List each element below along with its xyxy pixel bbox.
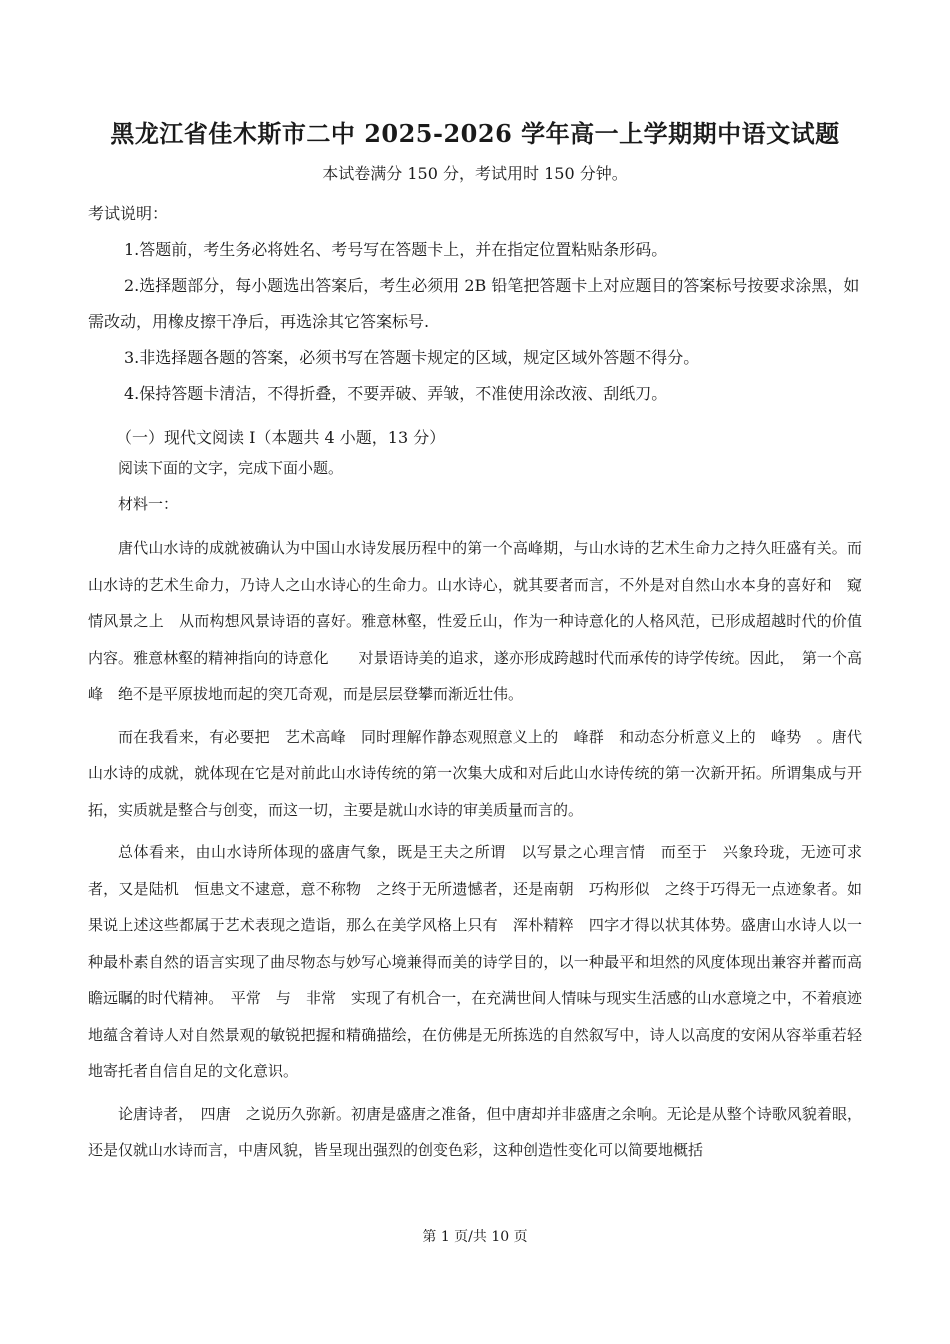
passage-paragraph: 总体看来，由山水诗所体现的盛唐气象，既是王夫之所谓 以写景之心理言情 而至于 兴象玲珑，无迹可求 者，又是陆机 恒患文不逮意，意不称物 之终于无所遗憾者，还是南朝 巧构形似 之终于巧得无一点迹象者。如果说上述这些都属于艺术表现之造诣，那么在美学风格上只有 浑朴精粹 四字才得以状其体势。盛唐山水诗人以一种最朴素自然的语言实现了曲尽物态与妙写心境兼得而美的诗学目的，以一种最平和坦然的风度体现出兼容并蓄而高瞻远瞩的时代精神。 平常 与 非常 实现了有机合一，在充满世间人情味与现实生活感的山水意境之中，不着痕迹地蕴含着诗人对自然景观的敏锐把握和精确描绘，在仿佛是无所拣选的自然叙写中，诗人以高度的安闲从容举重若轻地寄托者自信自足的文化意识。: [88, 843, 878, 1080]
page-number: 第 1 页/共 10 页: [422, 1229, 528, 1245]
instructions: [88, 196, 868, 412]
reading-passage: [88, 530, 878, 1169]
instruction-item: 3.非选择题各题的答案，必须书写在答题卡规定的区域，规定区域外答题不得分。: [124, 348, 700, 367]
passage-paragraph: 论唐诗者， 四唐 之说历久弥新。初唐是盛唐之准备，但中唐却并非盛唐之余响。无论是从整个诗歌风貌着眼，还是仅就山水诗而言，中唐风貌，皆呈现出强烈的创变色彩，这种创造性变化可以简要地概括: [88, 1104, 862, 1159]
section-heading: （一）现代文阅读 I（本题共 4 小题，13 分）: [116, 428, 446, 447]
page-title: 黑龙江省佳木斯市二中 2025-2026 学年高一上学期期中语文试题: [110, 119, 840, 148]
instruction-item: 2.选择题部分，每小题选出答案后，考生必须用 2B 铅笔把答题卡上对应题目的答案标号按要求涂黑，如需改动，用橡皮擦干净后，再选涂其它答案标号.: [88, 276, 860, 331]
instructions-heading: 考试说明：: [88, 204, 169, 223]
instruction-item: 1.答题前，考生务必将姓名、考号写在答题卡上，并在指定位置粘贴条形码。: [124, 240, 668, 259]
material-label: 材料一：: [118, 495, 179, 513]
reading-prompt: 阅读下面的文字，完成下面小题。: [118, 459, 344, 477]
passage-paragraph: 而在我看来，有必要把 艺术高峰 同时理解作静态观照意义上的 峰群 和动态分析意义上的 峰势 。唐代山水诗的成就，就体现在它是对前此山水诗传统的第一次集大成和对后此山水诗传统的第一次新开拓。所谓集成与开拓，实质就是整合与创变，而这一切，主要是就山水诗的审美质量而言的。: [88, 727, 862, 819]
exam-subtitle: 本试卷满分 150 分，考试用时 150 分钟。: [322, 164, 628, 183]
passage-paragraph: 唐代山水诗的成就被确认为中国山水诗发展历程中的第一个高峰期，与山水诗的艺术生命力之持久旺盛有关。而山水诗的艺术生命力，乃诗人之山水诗心的生命力。山水诗心，就其要者而言，不外是对自然山水本身的喜好和 窥情风景之上 从而构想风景诗语的喜好。雅意林壑，性爱丘山，作为一种诗意化的人格风范，已形成超越时代的价值内容。雅意林壑的精神指向的诗意化 对景语诗美的追求，遂亦形成跨越时代而承传的诗学传统。因此， 第一个高峰 绝不是平原拔地而起的突兀奇观，而是层层登攀而渐近壮伟。: [88, 539, 862, 703]
instruction-item: 4.保持答题卡清洁，不得折叠，不要弄破、弄皱，不准使用涂改液、刮纸刀。: [124, 384, 668, 403]
